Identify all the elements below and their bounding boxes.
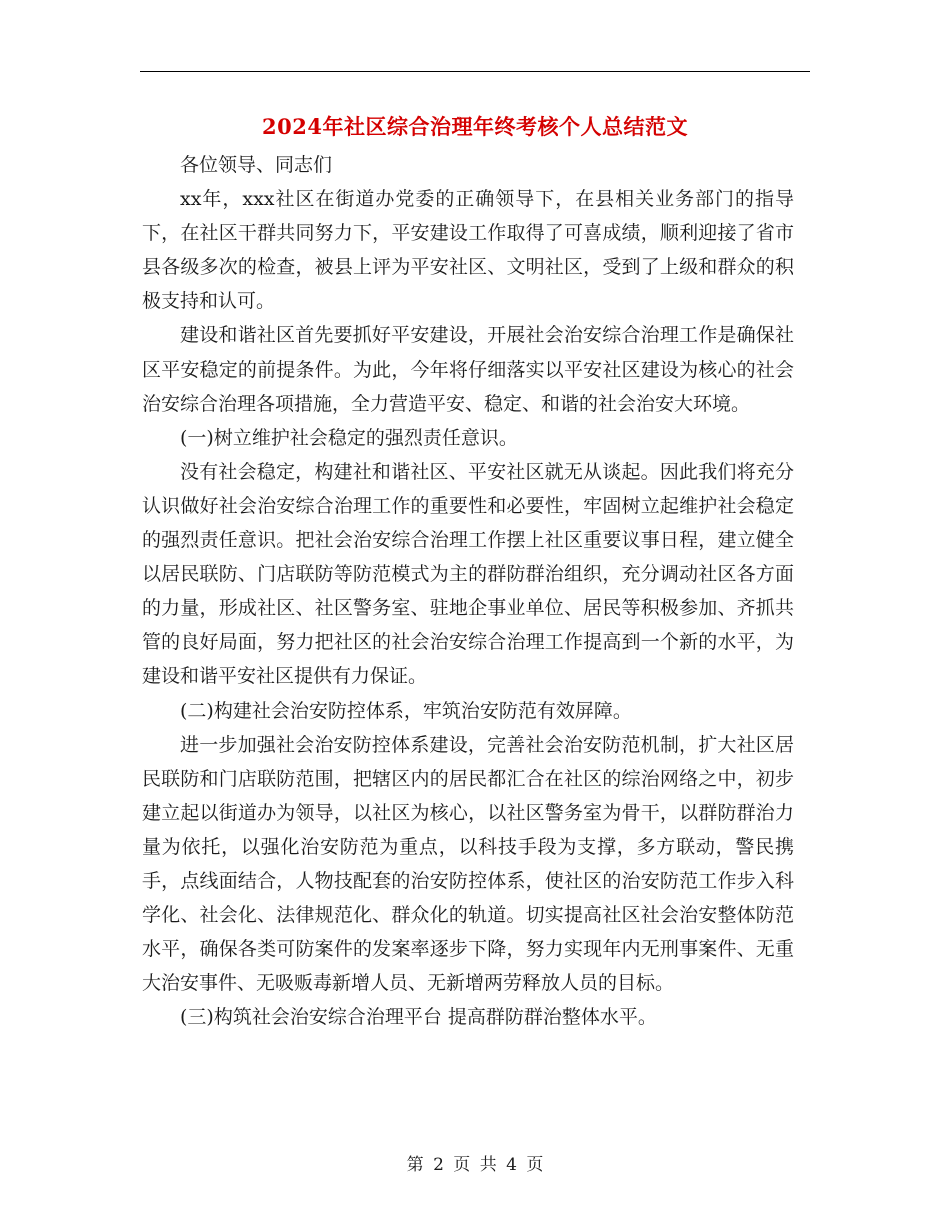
- header-rule: [140, 71, 810, 72]
- section-heading-3: (三)构筑社会治安综合治理平台 提高群防群治整体水平。: [180, 1006, 657, 1029]
- paragraph-salutation: 各位领导、同志们: [180, 154, 333, 176]
- paragraph-section-1: 没有社会稳定，构建社和谐社区、平安社区就无从谈起。因此我们将充分认识做好社会治安综合治理工作的重要性和必要性，牢固树立起维护社会稳定的强烈责任意识。把社会治安综合治理工作摆上社区重要议事日程，建立健全以居民联防、门店联防等防范模式为主的群防群治组织，充分调动社区各方面的力量，形成社区、社区警务室、驻地企事业单位、居民等积极参加、齐抓共管的良好局面，努力把社区的社会治安综合治理工作提高到一个新的水平，为建设和谐平安社区提供有力保证。: [142, 460, 794, 688]
- paragraph-section-2: 进一步加强社会治安防控体系建设，完善社会治安防范机制，扩大社区居民联防和门店联防范围，把辖区内的居民都汇合在社区的综治网络之中，初步建立起以街道办为领导，以社区为核心，以社区警务室为骨干，以群防群治力量为依托，以强化治安防范为重点，以科技手段为支撑，多方联动，警民携手，点线面结合，人物技配套的治安防控体系，使社区的治安防范工作步入科学化、社会化、法律规范化、群众化的轨道。切实提高社区社会治安整体防范水平，确保各类可防案件的发案率逐步下降，努力实现年内无刑事案件、无重大治安事件、无吸贩毒新增人员、无新增两劳释放人员的目标。: [142, 733, 794, 995]
- document-title: 2024年社区综合治理年终考核个人总结范文: [262, 114, 688, 139]
- document-body: [142, 148, 794, 1034]
- paragraph-overview: 建设和谐社区首先要抓好平安建设，开展社会治安综合治理工作是确保社区平安稳定的前提条件。为此，今年将仔细落实以平安社区建设为核心的社会治安综合治理各项措施，全力营造平安、稳定、和谐的社会治安大环境。: [142, 324, 794, 415]
- section-heading-2: (二)构建社会治安防控体系，牢筑治安防范有效屏障。: [180, 699, 632, 722]
- page-number: 第 2 页 共 4 页: [406, 1155, 544, 1175]
- paragraph-intro: xx年，xxx社区在街道办党委的正确领导下，在县相关业务部门的指导下，在社区干群共同努力下，平安建设工作取得了可喜成绩，顺利迎接了省市县各级多次的检查，被县上评为平安社区、文明社区，受到了上级和群众的积极支持和认可。: [142, 188, 794, 313]
- section-heading-1: (一)树立维护社会稳定的强烈责任意识。: [180, 426, 518, 449]
